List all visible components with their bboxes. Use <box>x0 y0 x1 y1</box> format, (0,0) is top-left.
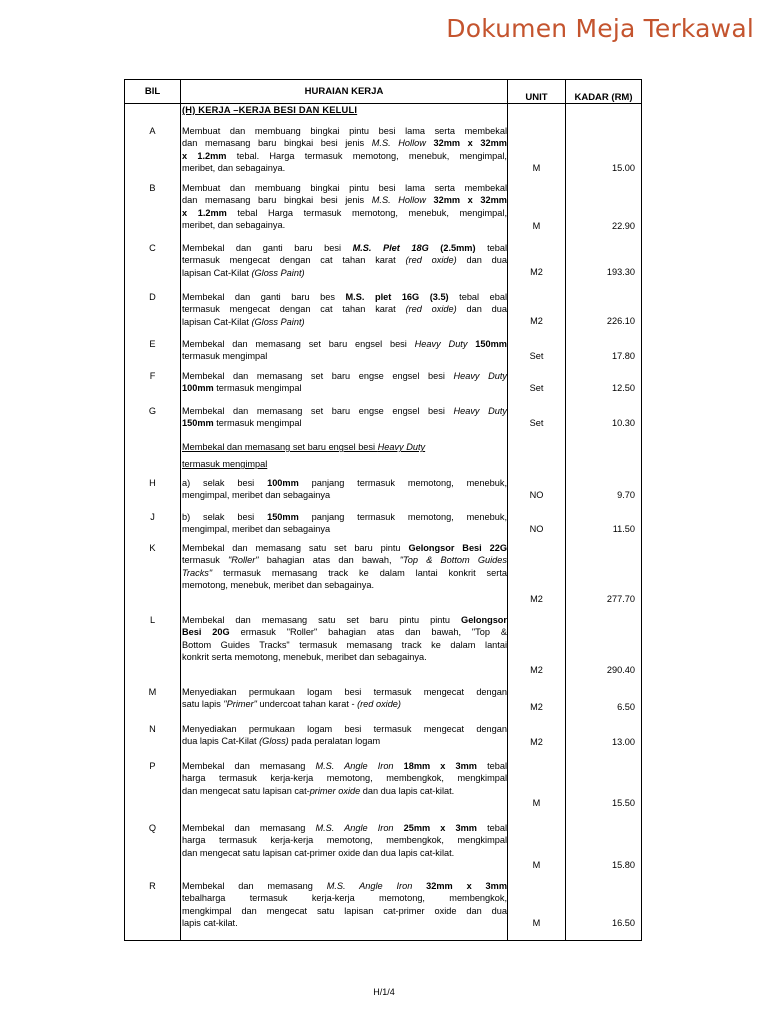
item-code: E <box>149 339 156 349</box>
item-code: C <box>149 243 156 253</box>
item-unit: M <box>532 860 541 870</box>
subheading-text: Membekal dan memasang set baru engsel besi Heavy Duty termasuk mengimpal <box>182 442 426 469</box>
item-unit: M2 <box>530 594 543 604</box>
header-bil: BIL <box>144 86 161 97</box>
item-description: Membekal dan memasang M.S. Angle Iron 32mm x 3mm tebalharga termasuk kerja-kerja memotong, membengkok, mengkimpal dan mengecat satu lapisan cat-primer oxide dan dua lapis cat-kilat. <box>182 881 507 929</box>
item-rate: 226.10 <box>606 316 635 326</box>
item-description: Membekal dan memasang M.S. Angle Iron 18mm x 3mm tebal harga termasuk kerja-kerja memotong, membengkok, mengkimpal dan mengecat satu lapisan cat-primer oxide dan dua lapis cat-kilat. <box>182 761 507 796</box>
item-code: A <box>149 126 156 136</box>
item-rate: 11.50 <box>612 524 635 534</box>
item-rate: 15.00 <box>612 163 635 173</box>
item-code: N <box>149 724 156 734</box>
column-divider <box>507 80 508 940</box>
item-unit: Set <box>529 418 544 428</box>
item-description: a) selak besi 100mm panjang termasuk memotong, menebuk, mengimpal, meribet dan sebagainya <box>182 478 507 501</box>
item-description: Membekal dan memasang set baru engsel besi Heavy Duty 150mm termasuk mengimpal <box>182 339 507 362</box>
item-unit: M <box>532 918 541 928</box>
item-unit: NO <box>529 524 544 534</box>
item-description: Menyediakan permukaan logam besi termasuk mengecat dengan dua lapis Cat-Kilat (Gloss) pada peralatan logam <box>182 724 507 747</box>
item-code: H <box>149 478 156 488</box>
item-rate: 193.30 <box>606 267 635 277</box>
item-description: Membekal dan ganti baru bes M.S. plet 16G (3.5) tebal ebal termasuk mengecat dengan cat tahan karat (red oxide) dan dua lapisan Cat-Kilat (Gloss Paint) <box>182 292 507 327</box>
item-code: D <box>149 292 156 302</box>
item-description: Membekal dan memasang set baru engse engsel besi Heavy Duty 100mm termasuk mengimpal <box>182 371 507 394</box>
item-description: Membekal dan memasang satu set baru pintu Gelongsor Besi 22G termasuk "Roller" bahagian atas dan bawah, "Top & Bottom Guides Tracks" termasuk memasang track ke dalam lantai konkrit serta memotong, menebuk, meribet dan sebagainya. <box>182 543 507 591</box>
item-rate: 277.70 <box>606 594 635 604</box>
column-divider <box>565 80 566 940</box>
item-unit: M2 <box>530 267 543 277</box>
item-unit: M2 <box>530 737 543 747</box>
brand-watermark: Dokumen Meja Terkawal <box>446 14 754 43</box>
item-rate: 15.50 <box>612 798 635 808</box>
item-description: Membuat dan membuang bingkai pintu besi lama serta membekal dan memasang baru bingkai besi jenis M.S. Hollow 32mm x 32mm x 1.2mm tebal Harga termasuk memotong, menebuk, mengimpal, meribet, dan sebagainya. <box>182 183 507 231</box>
item-description: Membekal dan memasang set baru engse engsel besi Heavy Duty 150mm termasuk mengimpal <box>182 406 507 429</box>
item-rate: 17.80 <box>612 351 635 361</box>
item-unit: M <box>532 221 541 231</box>
column-divider <box>180 80 181 940</box>
item-unit: M <box>532 798 541 808</box>
section-title: (H) KERJA –KERJA BESI DAN KELULI <box>182 105 358 115</box>
rates-table <box>124 79 642 941</box>
item-unit: M2 <box>530 665 543 675</box>
item-code: B <box>149 183 156 193</box>
item-rate: 12.50 <box>612 383 635 393</box>
item-unit: M2 <box>530 702 543 712</box>
item-unit: NO <box>529 490 544 500</box>
item-unit: M <box>532 163 541 173</box>
item-description: Membuat dan membuang bingkai pintu besi lama serta membekal dan memasang baru bingkai besi jenis M.S. Hollow 32mm x 32mm x 1.2mm tebal. Harga termasuk memotong, menebuk, mengimpal, meribet, dan sebagainya. <box>182 126 507 174</box>
item-code: G <box>148 406 157 416</box>
item-description: Menyediakan permukaan logam besi termasuk mengecat dengan satu lapis "Primer" undercoat tahan karat - (red oxide) <box>182 687 507 710</box>
item-description: Membekal dan ganti baru besi M.S. Plet 18G (2.5mm) tebal termasuk mengecat dengan cat tahan karat (red oxide) dan dua lapisan Cat-Kilat (Gloss Paint) <box>182 243 507 278</box>
item-code: F <box>149 371 156 381</box>
item-code: L <box>149 615 156 625</box>
item-rate: 290.40 <box>606 665 635 675</box>
item-rate: 13.00 <box>612 737 635 747</box>
header-huraian: HURAIAN KERJA <box>304 86 384 97</box>
item-code: R <box>149 881 156 891</box>
item-code: K <box>149 543 156 553</box>
header-unit: UNIT <box>525 92 548 103</box>
page-number: H/1/4 <box>373 987 395 997</box>
item-code: Q <box>148 823 157 833</box>
item-unit: M2 <box>530 316 543 326</box>
item-code: M <box>148 687 157 697</box>
item-rate: 9.70 <box>617 490 635 500</box>
item-unit: Set <box>529 351 544 361</box>
item-description: b) selak besi 150mm panjang termasuk memotong, menebuk, mengimpal, meribet dan sebagainya <box>182 512 507 535</box>
item-rate: 22.90 <box>612 221 635 231</box>
item-rate: 15.80 <box>612 860 635 870</box>
item-description: Membekal dan memasang satu set baru pintu pintu Gelongsor Besi 20G ermasuk "Roller" bahagian atas dan bawah, "Top & Bottom Guides Tracks" termasuk memasang track ke dalam lantai konkrit serta memotong, menebuk, meribet dan sebagainya. <box>182 615 508 663</box>
item-description: Membekal dan memasang M.S. Angle Iron 25mm x 3mm tebal harga termasuk kerja-kerja memotong, membengkok, mengkimpal dan mengecat satu lapisan cat-primer oxide dan dua lapis cat-kilat. <box>182 823 507 858</box>
item-rate: 16.50 <box>612 918 635 928</box>
item-code: P <box>149 761 156 771</box>
header-kadar: KADAR (RM) <box>574 92 633 103</box>
item-unit: Set <box>529 383 544 393</box>
item-rate: 6.50 <box>617 702 635 712</box>
item-code: J <box>150 512 155 522</box>
item-rate: 10.30 <box>612 418 635 428</box>
